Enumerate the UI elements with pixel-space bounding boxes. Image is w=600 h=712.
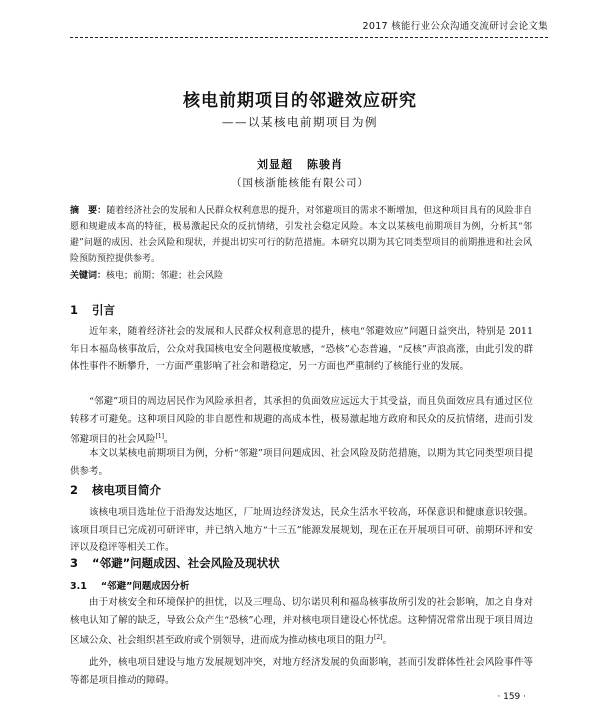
section-number: 3 — [70, 556, 79, 570]
paragraph — [70, 594, 533, 650]
paragraph: 近年来，随着经济社会的发展和人民群众权利意思的提升，核电“邻避效应”问题日益突出，特别是 2011 年日本福岛核事故后，公众对我国核电安全问题极度敏感，“恐核”心态普遍，“反核”声浪高涨，由此引发的群体性事件不断攀升，一方面严重影响了社会和谐稳定，另一方面也严重制约了核能行业的发展。 — [70, 326, 533, 372]
abstract — [70, 203, 532, 267]
abstract-text: 随着经济社会的发展和人民群众权利意思的提升，对邻避项目的需求不断增加，但这种项目具有的风险非自愿和规避成本高的特征，极易激起民众的反抗情绪，引发社会稳定风险。本文以某核电前期项目为例，分析其“邻避”问题的成因、社会风险和现状，并提出切实可行的防范措施。本研究以期为其它同类型项目的前期推进和社会风险预防预控提供参考。 — [70, 206, 532, 264]
section-number: 1 — [70, 303, 79, 317]
paragraph-text: 。 — [164, 434, 174, 446]
paragraph: 本文以某核电前期项目为例，分析“邻避”项目问题成因、社会风险及防范措施，以期为其它同类型项目提供参考。 — [70, 448, 533, 477]
paper-title: 核电前期项目的邻避效应研究 — [183, 91, 417, 111]
author-name: 刘显超 — [257, 158, 293, 171]
keywords-label: 关键词： — [70, 271, 107, 281]
paragraph — [70, 393, 533, 449]
paragraph-text: 。 — [382, 635, 393, 647]
header-rule — [70, 37, 548, 38]
subsection-number: 3.1 — [70, 581, 87, 592]
section-heading-project — [70, 482, 161, 498]
citation: [1] — [155, 433, 165, 440]
running-header: 2017 核能行业公众沟通交流研讨会论文集 — [362, 21, 548, 32]
page-number: · 159 · — [497, 692, 526, 702]
author-line — [0, 156, 600, 172]
citation: [2] — [374, 634, 383, 641]
subsection-title: “邻避”问题成因分析 — [100, 581, 190, 592]
abstract-label: 摘 要： — [70, 206, 107, 216]
section-heading-causes — [70, 555, 280, 571]
section-title: 核电项目简介 — [92, 483, 162, 497]
paragraph-text: 由于对核安全和环境保护的担忧，以及三哩岛、切尔诺贝利和福岛核事故所引发的社会影响，加之自身对核电认知了解的缺乏，导致公众产生“恐核”心理，并对核电项目建设心怀忧虑。这种情况常常出现于项目周边区域公众、社会组织甚至政府或个别领导，进而成为推动核电项目的阻力 — [70, 597, 533, 647]
section-title: “邻避”问题成因、社会风险及现状状 — [92, 556, 280, 570]
section-heading-intro — [70, 302, 115, 318]
subsection-heading-causes — [70, 578, 189, 592]
section-title: 引言 — [92, 303, 116, 317]
paragraph-text: “邻避”项目的周边居民作为风险承担者，其承担的负面效应远远大于其受益，而且负面效应具有通过区位转移才可避免。这种项目风险的非自愿性和规避的高成本性，极易激起地方政府和民众的反抗情绪，进而引发邻避项目的社会风险 — [70, 396, 533, 446]
paragraph: 该核电项目选址位于沿海发达地区，厂址周边经济发达，民众生活水平较高，环保意识和健康意识较强。该项目项目已完成初可研评审，并已纳入地方“十三五”能源发展规划，现在正在开展项目可研、前期环评和安评以及稳评等相关工作。 — [70, 507, 533, 553]
author-name: 陈骏肖 — [307, 158, 343, 171]
section-number: 2 — [70, 483, 79, 497]
keywords — [70, 268, 532, 284]
paper-subtitle: ——以某核电前期项目为例 — [222, 115, 378, 129]
paragraph: 此外，核电项目建设与地方发展规划冲突，对地方经济发展的负面影响，甚而引发群体性社会风险事件等等都是项目推动的障碍。 — [70, 657, 533, 686]
keywords-text: 核电；前期；邻避；社会风险 — [106, 271, 224, 281]
affiliation: （国核浙能核能有限公司） — [231, 177, 369, 189]
